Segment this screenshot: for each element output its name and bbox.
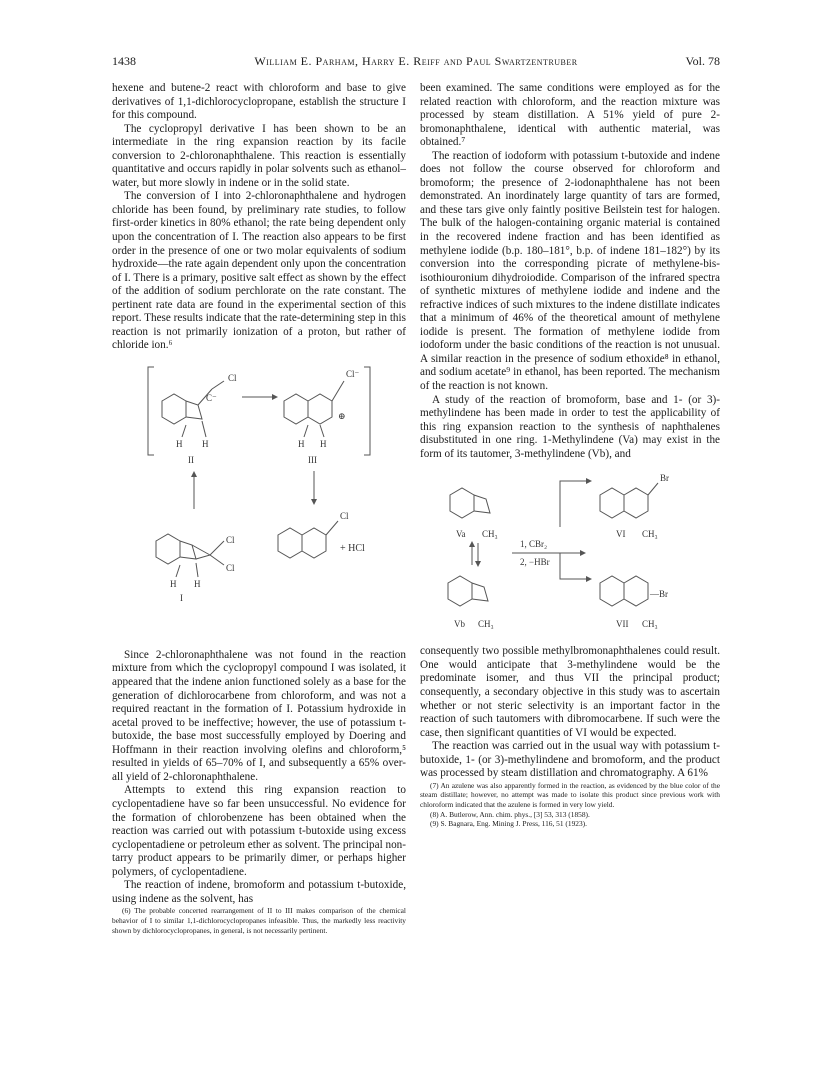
arrowhead bbox=[580, 550, 586, 556]
bond bbox=[176, 565, 180, 577]
footnote-7: (7) An azulene was also apparently formed in the reaction, as evidenced by the blue color of the steam distillate; however, no attempt was made to isolate this product since previous work with chloroform indicated that the azulene is formed in very low yield. bbox=[420, 780, 720, 809]
benzene-ring-i bbox=[156, 534, 180, 564]
compound-label-va: Va bbox=[456, 529, 466, 540]
hydrogen-label: H bbox=[170, 578, 177, 589]
benzene-ring-va bbox=[450, 488, 474, 518]
reaction-arrow bbox=[560, 481, 586, 527]
bond bbox=[332, 381, 344, 401]
arrowhead bbox=[475, 561, 481, 567]
running-authors: William E. Parham, Harry E. Reiff and Paul Swartzentruber bbox=[254, 54, 578, 68]
left-bracket bbox=[148, 367, 154, 455]
condition-step-2: 2, −HBr bbox=[520, 557, 550, 568]
compound-label-iii: III bbox=[308, 454, 317, 465]
footnote-9: (9) S. Bagnara, Eng. Mining J. Press, 116, 51 (1923). bbox=[430, 819, 587, 829]
arrowhead bbox=[272, 394, 278, 400]
compound-label-vii: VII bbox=[616, 619, 629, 630]
hcl-byproduct: + HCl bbox=[340, 542, 365, 554]
methyl-label: CH₃ bbox=[642, 529, 658, 540]
compound-label-i: I bbox=[180, 592, 183, 603]
paragraph: The reaction of indene, bromoform and potassium t-butoxide, using indene as the solvent, has bbox=[112, 879, 406, 905]
condition-step-1: 1, CBr₂ bbox=[520, 539, 548, 550]
ring-iii bbox=[308, 394, 332, 424]
footnotes-right bbox=[420, 781, 720, 829]
hydrogen-label: H bbox=[176, 438, 183, 449]
five-ring-vb bbox=[472, 583, 488, 601]
arrowhead bbox=[586, 576, 592, 582]
hydrogen-label: H bbox=[320, 438, 327, 449]
paragraph: consequently two possible methylbromonaphthalenes could result. One would anticipate that 3-methylindene would be the predominate isomer, and thus VII the principal product; consequently, a secondary objective in this study was to ascertain whether or not steric selectivity is an important factor in the reaction of such tautomers with dibromocarbene. If such were the case, then significant quantities of VI would be expected. bbox=[420, 645, 720, 739]
page-number: 1438 bbox=[112, 54, 136, 68]
carbanion-label: C⁻ bbox=[206, 392, 217, 403]
arrowhead bbox=[191, 471, 197, 477]
left-column bbox=[112, 82, 406, 935]
paragraph: The reaction of iodoform with potassium t-butoxide and indene does not follow the course observed for chloroform and bromoform; the presence of 2-iodonaphthalene has not been demonstrated. An inordinately large quantity of tars are formed, and these tars give only faintly positive Beilstein test for halogen. The bulk of the halogen-containing organic material is contained in the recovered indene fraction and has been identified as methylene iodide (b.p. 180–181°, b.p. of indene 181–182°) by its conversion into the corresponding picrate of methylene-bis-isothiouronium dihydroiodide. Comparison of the infrared spectra of synthetic mixtures of methylene iodide and indene and the refractive indices of such mixtures to the indene distillate indicates that a minimum of 46% of the theoretical amount of methylene iodide is present. The formation of methylene iodide from iodoform under the basic conditions of the reaction is not unusual. A similar reaction in the presence of sodium ethoxide⁸ in ethanol, and sodium acetate⁹ in ethanol, has been reported. The mechanism of the reaction is not known. bbox=[420, 149, 720, 393]
chlorine-label: Cl bbox=[226, 534, 235, 545]
benzene-ring-vb bbox=[448, 576, 472, 606]
methyl-label: CH₃ bbox=[482, 529, 498, 540]
bond bbox=[320, 425, 324, 437]
plus-charge: ⊕ bbox=[338, 410, 346, 421]
paragraph: Since 2-chloronaphthalene was not found in the reaction mixture from which the cyclopropyl compound I was isolated, it appeared that the indene anion functioned solely as a base for the generation of dichlorocarbene from chloroform, and was not a required reactant in the formation of I. Potassium hydroxide in acetal proved to be ineffective; however, the use of potassium t-butoxide, the base most successfully employed by Doering and Hoffmann in their reaction involving olefins and chloroform,⁵ resulted in yields of 65–70% of I, and subsequently a 65% over-all yield of 2-chloronaphthalene. bbox=[112, 648, 406, 783]
naphthalene-ring-vi-a bbox=[600, 488, 624, 518]
methyl-label: CH₃ bbox=[642, 619, 658, 630]
methyl-label: CH₃ bbox=[478, 619, 494, 630]
arrowhead bbox=[586, 478, 592, 484]
naphthalene-ring-vi-b bbox=[624, 488, 648, 518]
paragraph: been examined. The same conditions were employed as for the related reaction with chloroform, and the reaction mixture was processed by steam distillation. A 51% yield of pure 2-bromonaphthalene, identical with authentic material, was obtained.⁷ bbox=[420, 82, 720, 149]
chlorine-label: Cl bbox=[340, 510, 349, 521]
paragraph: The cyclopropyl derivative I has been shown to be an intermediate in the ring expansion reaction by its facile conversion to 2-chloronaphthalene. This reaction is essentially quantitative and occurs rapidly in polar solvents such as ethanol–water, but more slowly in indene or in the solid state. bbox=[112, 122, 406, 189]
chlorine-label: Cl bbox=[228, 372, 237, 383]
chloride-label: Cl⁻ bbox=[346, 368, 360, 379]
hydrogen-label: H bbox=[202, 438, 209, 449]
bond bbox=[210, 541, 224, 555]
reaction-scheme-1 bbox=[112, 359, 406, 641]
five-ring-i bbox=[180, 541, 196, 559]
benzene-ring-iii bbox=[284, 394, 308, 424]
compound-label-ii: II bbox=[188, 454, 194, 465]
bond bbox=[648, 483, 658, 495]
compound-label-vi: VI bbox=[616, 529, 626, 540]
bromine-label: Br bbox=[660, 473, 669, 484]
paragraph: A study of the reaction of bromoform, base and 1- (or 3)-methylindene has been made in order to test the applicability of this ring expansion reaction to the synthesis of naphthalenes disubstituted in one ring. 1-Methylindene (Va) may exist in the form of its tautomer, 3-methylindene (Vb), and bbox=[420, 393, 720, 460]
naphthalene-ring-vii-a bbox=[600, 576, 624, 606]
paragraph: The conversion of I into 2-chloronaphthalene and hydrogen chloride has been found, by preliminary rate studies, to follow first-order kinetics in 80% ethanol; the rate being dependent only upon the concentration of I. The reaction also appears to be first order in the presence of one or two molar equivalents of sodium hydroxide—the rate again dependent only upon the concentration of I. There is a primary, positive salt effect as shown by the effect of the addition of sodium perchlorate on the rate constant. The pertinent rate data are found in the experimental section of this report. These results indicate that the rate-determining step in this reaction is not primarily ionization of a proton, but rather of chloride ion.⁶ bbox=[112, 190, 406, 352]
paragraph: hexene and butene-2 react with chloroform and base to give derivatives of 1,1-dichlorocyclopropane, establish the structure I for this compound. bbox=[112, 82, 406, 122]
footnote-6: (6) The probable concerted rearrangement of II to III makes comparison of the chemical behavior of I to similar 1,1-dichlorocyclopropanes infeasible. Thus, the markedly less reactivity shown by dichlorocyclopropanes, in general, is not necessarily pertinent. bbox=[112, 906, 406, 935]
chlorine-label: Cl bbox=[226, 562, 235, 573]
footnotes-left bbox=[112, 906, 406, 935]
reaction-scheme-2 bbox=[420, 467, 720, 637]
bond bbox=[210, 555, 224, 565]
naphthalene-ring-b bbox=[302, 528, 326, 558]
arrowhead bbox=[311, 499, 317, 505]
bond bbox=[304, 425, 308, 437]
bromine-label: —Br bbox=[650, 589, 668, 600]
bond bbox=[326, 521, 338, 535]
bond bbox=[212, 381, 224, 389]
footnote-8: (8) A. Butlerow, Ann. chim. phys., [3] 53, 313 (1858). bbox=[430, 809, 590, 819]
paragraph: Attempts to extend this ring expansion reaction to cyclopentadiene have so far been unsuccessful. No evidence for the formation of chlorobenzene has been obtained when the reaction was carried out with potassium t-butoxide using excess cyclopentadiene or petroleum ether as solvent. The principal non-tarry product appears to be primarily dimer, or perhaps higher polymers, of cyclopentadiene. bbox=[112, 784, 406, 878]
hydrogen-label: H bbox=[298, 438, 305, 449]
bond bbox=[182, 425, 186, 437]
right-bracket bbox=[364, 367, 370, 455]
bond bbox=[202, 421, 206, 437]
bond bbox=[196, 555, 210, 559]
naphthalene-ring-a bbox=[278, 528, 302, 558]
right-column bbox=[420, 82, 720, 829]
five-ring-va bbox=[474, 495, 490, 513]
compound-label-vb: Vb bbox=[454, 619, 465, 630]
benzene-ring-ii bbox=[162, 394, 186, 424]
naphthalene-ring-vii-b bbox=[624, 576, 648, 606]
running-header bbox=[112, 54, 720, 70]
hydrogen-label: H bbox=[194, 578, 201, 589]
arrowhead bbox=[469, 541, 475, 547]
volume-label: Vol. 78 bbox=[685, 54, 720, 68]
reaction-arrow bbox=[560, 553, 586, 579]
paragraph: The reaction was carried out in the usual way with potassium t-butoxide, 1- (or 3)-methylindene and bromoform, and the product was processed by steam distillation and chromatography. A 61% bbox=[420, 740, 720, 780]
bond bbox=[196, 563, 198, 577]
